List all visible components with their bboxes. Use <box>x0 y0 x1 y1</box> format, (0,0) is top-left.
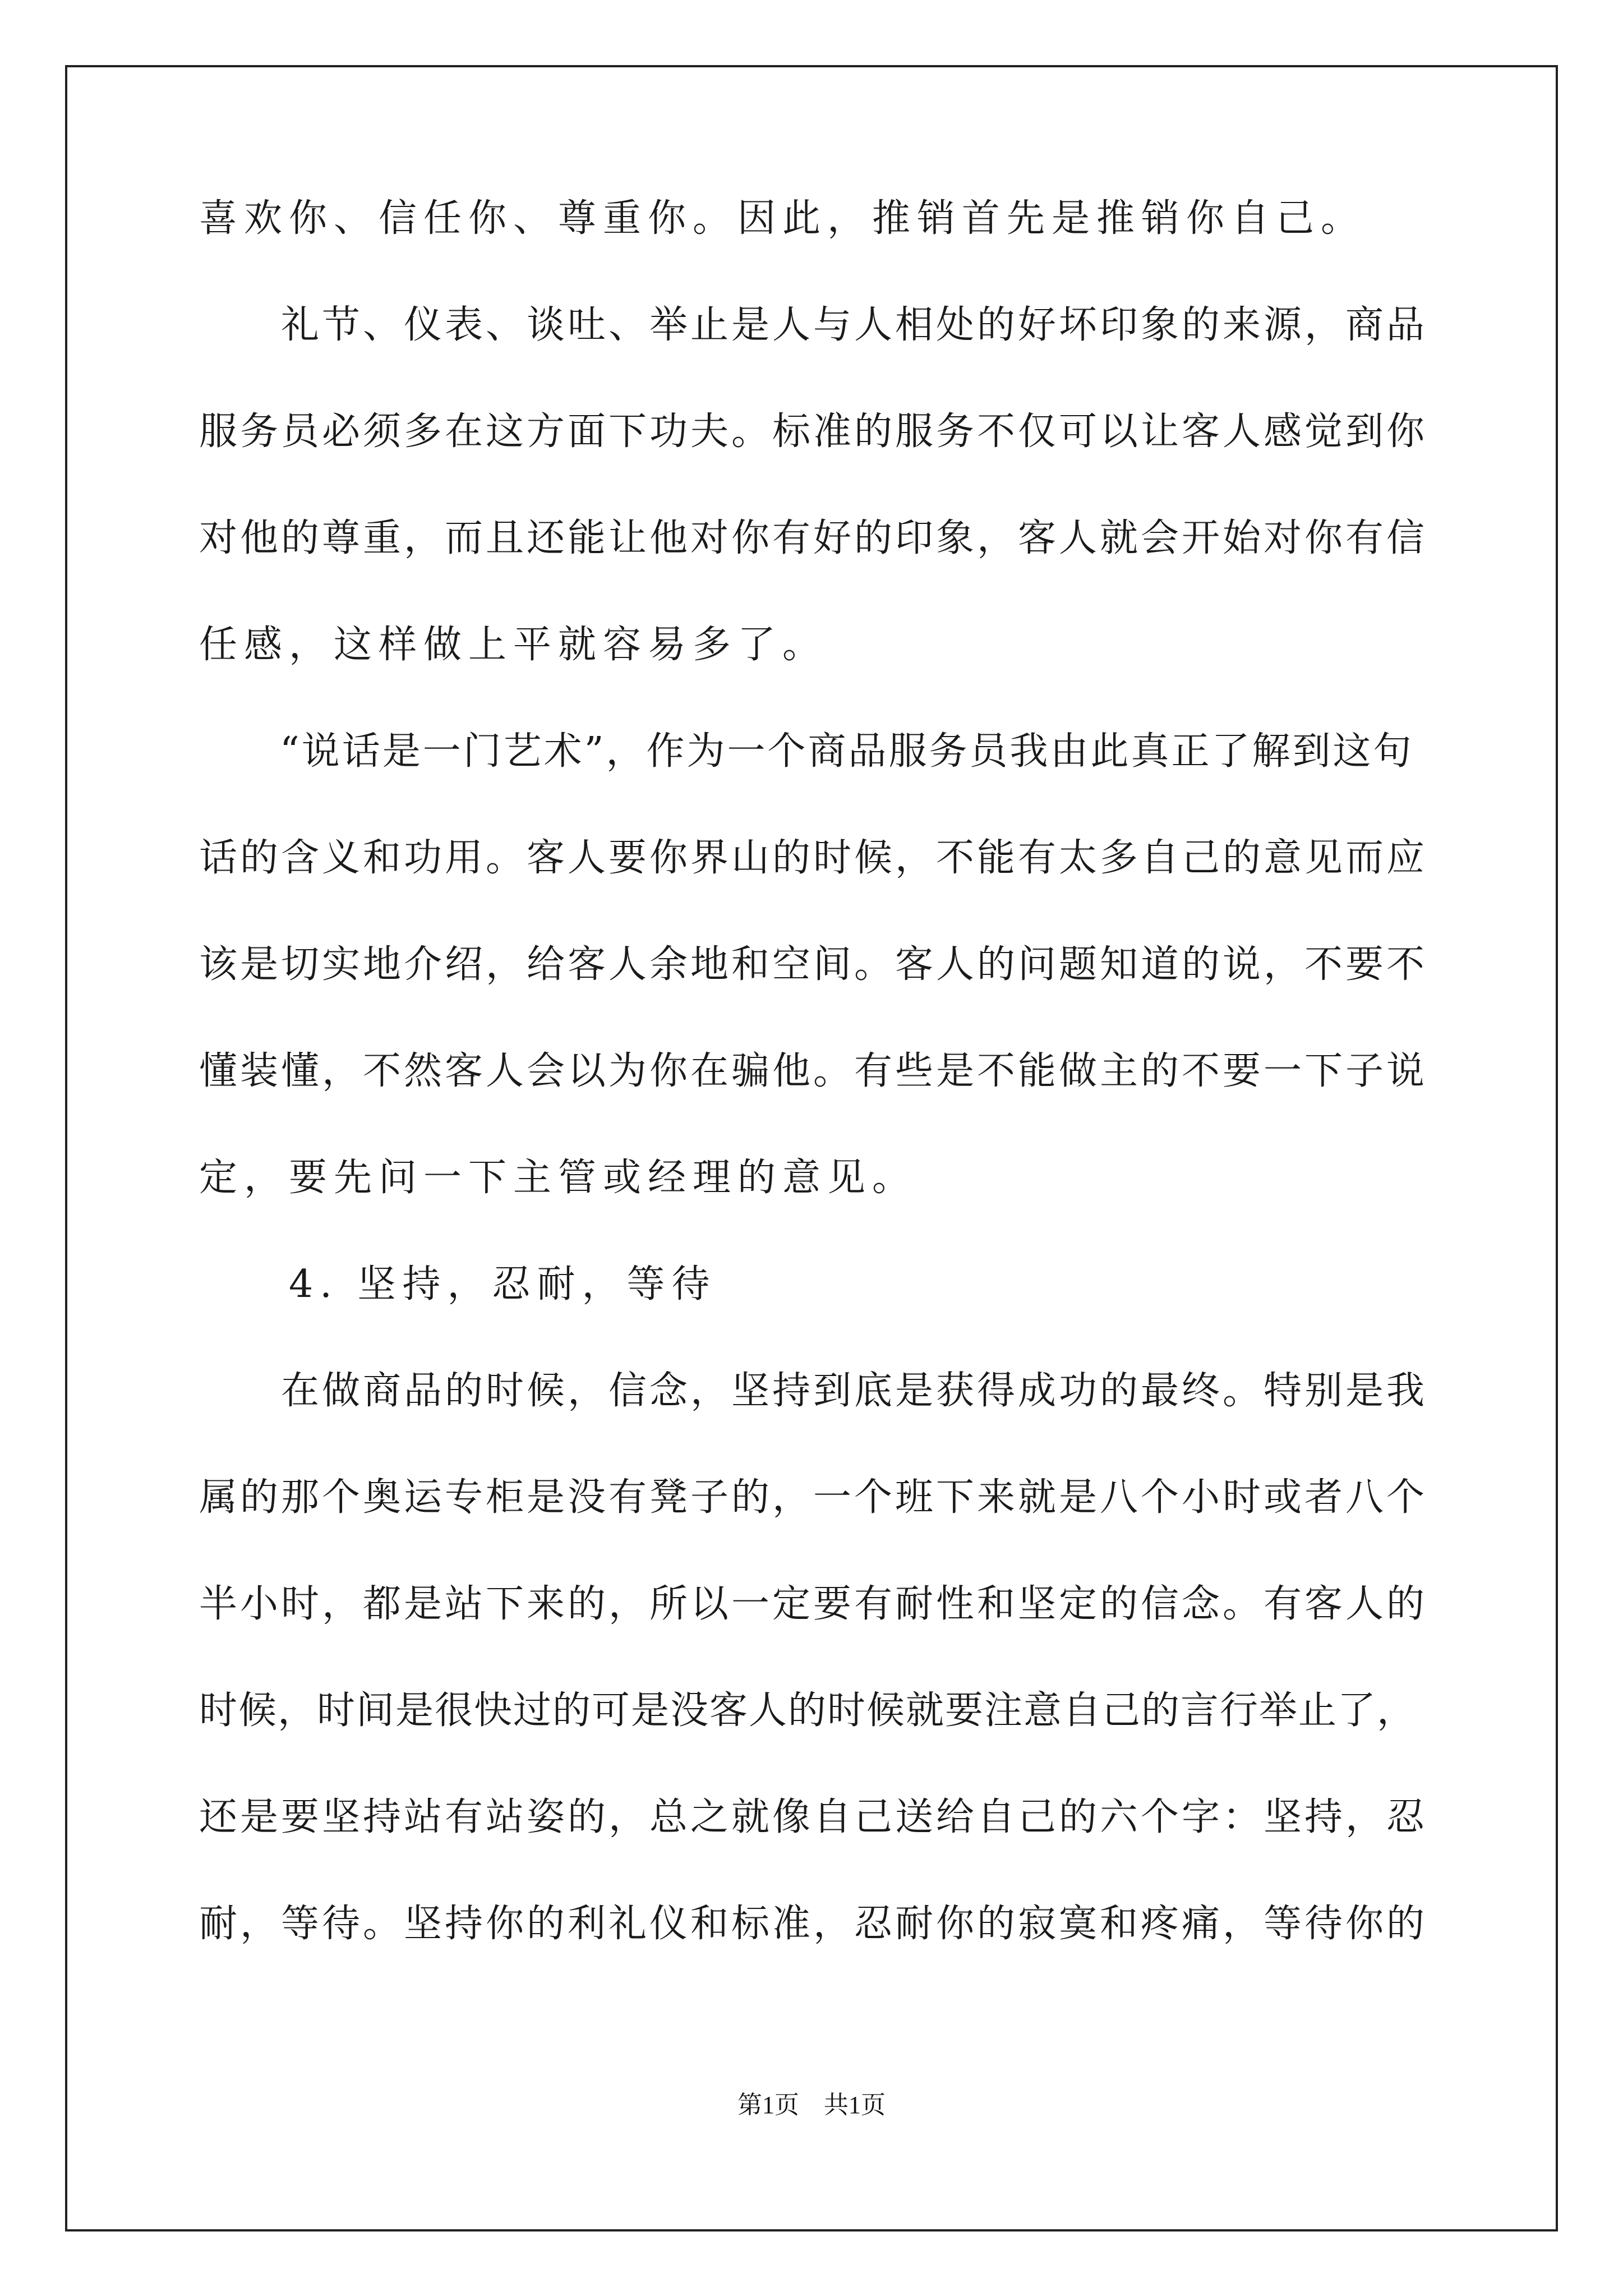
page-footer: 第1页 共1页 <box>737 2091 886 2119</box>
text-line-2: 礼节、仪表、谈吐、举止是人与人相处的好坏印象的来源，商品 <box>199 303 1428 347</box>
text-line-9: 懂装懂，不然客人会以为你在骗他。有些是不能做主的不要一下子说 <box>199 1049 1428 1093</box>
text-line-5: 任感，这样做上平就容易多了。 <box>199 623 828 667</box>
text-line-15: 时候，时间是很快过的可是没客人的时候就要注意自己的言行举止了， <box>199 1688 1417 1733</box>
text-line-8: 该是切实地介绍，给客人余地和空间。客人的问题知道的说，不要不 <box>199 942 1428 987</box>
text-line-17: 耐，等待。坚持你的利礼仪和标准，忍耐你的寂寞和疼痛，等待你的 <box>199 1902 1428 1946</box>
text-line-12: 在做商品的时候，信念，坚持到底是获得成功的最终。特别是我 <box>199 1369 1428 1413</box>
text-line-13: 属的那个奥运专柜是没有凳子的，一个班下来就是八个小时或者八个 <box>199 1475 1428 1520</box>
text-line-7: 话的含义和功用。客人要你界山的时候，不能有太多自己的意见而应 <box>199 836 1428 880</box>
text-line-3: 服务员必须多在这方面下功夫。标准的服务不仅可以让客人感觉到你 <box>199 409 1428 454</box>
text-line-4: 对他的尊重，而且还能让他对你有好的印象，客人就会开始对你有信 <box>199 516 1428 560</box>
text-line-6: “说话是一门艺术”，作为一个商品服务员我由此真正了解到这句 <box>199 729 1414 774</box>
text-line-1: 喜欢你、信任你、尊重你。因此，推销首先是推销你自己。 <box>199 196 1366 241</box>
text-line-14: 半小时，都是站下来的，所以一定要有耐性和坚定的信念。有客人的 <box>199 1582 1428 1626</box>
section-heading: 4. 坚持，忍耐，等待 <box>199 1262 717 1306</box>
text-line-10: 定，要先问一下主管或经理的意见。 <box>199 1156 917 1200</box>
text-line-16: 还是要坚持站有站姿的，总之就像自己送给自己的六个字：坚持，忍 <box>199 1795 1428 1839</box>
